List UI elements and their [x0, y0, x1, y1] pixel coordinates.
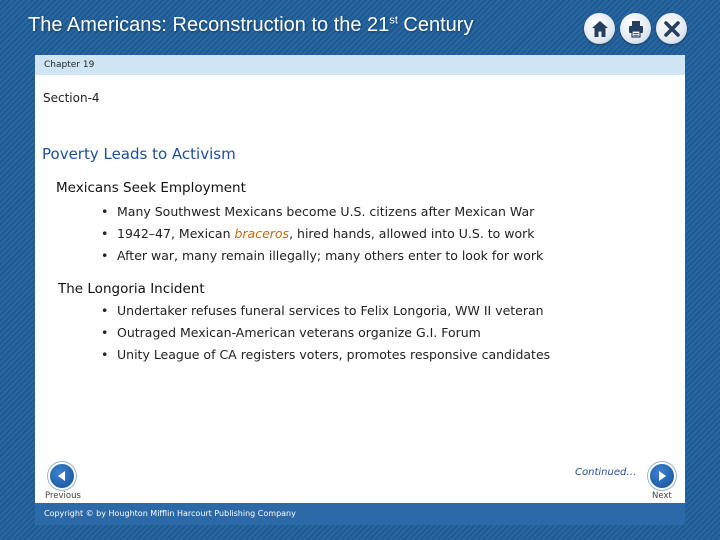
bullet-dot: • — [101, 204, 109, 219]
chapter-label: Chapter 19 — [44, 60, 95, 70]
section-label: Section-4 — [43, 91, 100, 105]
bullet-dot: • — [101, 303, 109, 318]
highlight-term: braceros — [234, 226, 290, 241]
bullet-text: Unity League of CA registers voters, promotes responsive candidates — [117, 347, 551, 362]
list-item — [101, 300, 550, 322]
title-tail: Century — [397, 14, 474, 36]
next-label[interactable]: Next — [652, 491, 672, 501]
chapter-bar — [35, 55, 685, 75]
list-item — [101, 322, 550, 344]
bullet-list — [101, 300, 550, 366]
close-button[interactable] — [656, 13, 687, 44]
bullet-text: Outraged Mexican-American veterans organize G.I. Forum — [117, 325, 481, 340]
bullet-dot: • — [101, 347, 109, 362]
presentation-title — [28, 14, 473, 37]
bullet-dot: • — [101, 325, 109, 340]
continued-label: Continued… — [575, 467, 637, 478]
printer-icon — [626, 19, 646, 39]
previous-button[interactable] — [50, 464, 74, 488]
previous-label[interactable]: Previous — [45, 491, 81, 501]
bullet-text: Many Southwest Mexicans become U.S. citizens after Mexican War — [117, 204, 535, 219]
block-title: Mexicans Seek Employment — [56, 180, 246, 196]
title-main: The Americans: Reconstruction to the 21 — [28, 14, 390, 36]
arrow-left-icon — [55, 469, 69, 483]
bullet-text-pre: 1942–47, Mexican — [117, 226, 235, 241]
bullet-dot: • — [101, 248, 109, 263]
list-item — [101, 223, 543, 245]
next-button[interactable] — [650, 464, 674, 488]
slide-heading: Poverty Leads to Activism — [42, 145, 236, 163]
top-buttons — [584, 13, 687, 44]
bullet-dot: • — [101, 226, 109, 241]
copyright-footer — [35, 503, 685, 525]
list-item — [101, 201, 543, 223]
list-item — [101, 344, 550, 366]
home-button[interactable] — [584, 13, 615, 44]
content-panel — [35, 75, 685, 503]
block-title: The Longoria Incident — [58, 281, 205, 297]
print-button[interactable] — [620, 13, 651, 44]
home-icon — [590, 19, 610, 39]
bullet-list — [101, 201, 543, 267]
bullet-text-post: , hired hands, allowed into U.S. to work — [289, 226, 535, 241]
title-superscript: st — [389, 14, 398, 27]
close-icon — [662, 19, 682, 39]
arrow-right-icon — [655, 469, 669, 483]
copyright-text: Copyright © by Houghton Mifflin Harcourt Publishing Company — [44, 509, 296, 518]
bullet-text: After war, many remain illegally; many others enter to look for work — [117, 248, 544, 263]
list-item — [101, 245, 543, 267]
bullet-text: Undertaker refuses funeral services to Felix Longoria, WW II veteran — [117, 303, 544, 318]
